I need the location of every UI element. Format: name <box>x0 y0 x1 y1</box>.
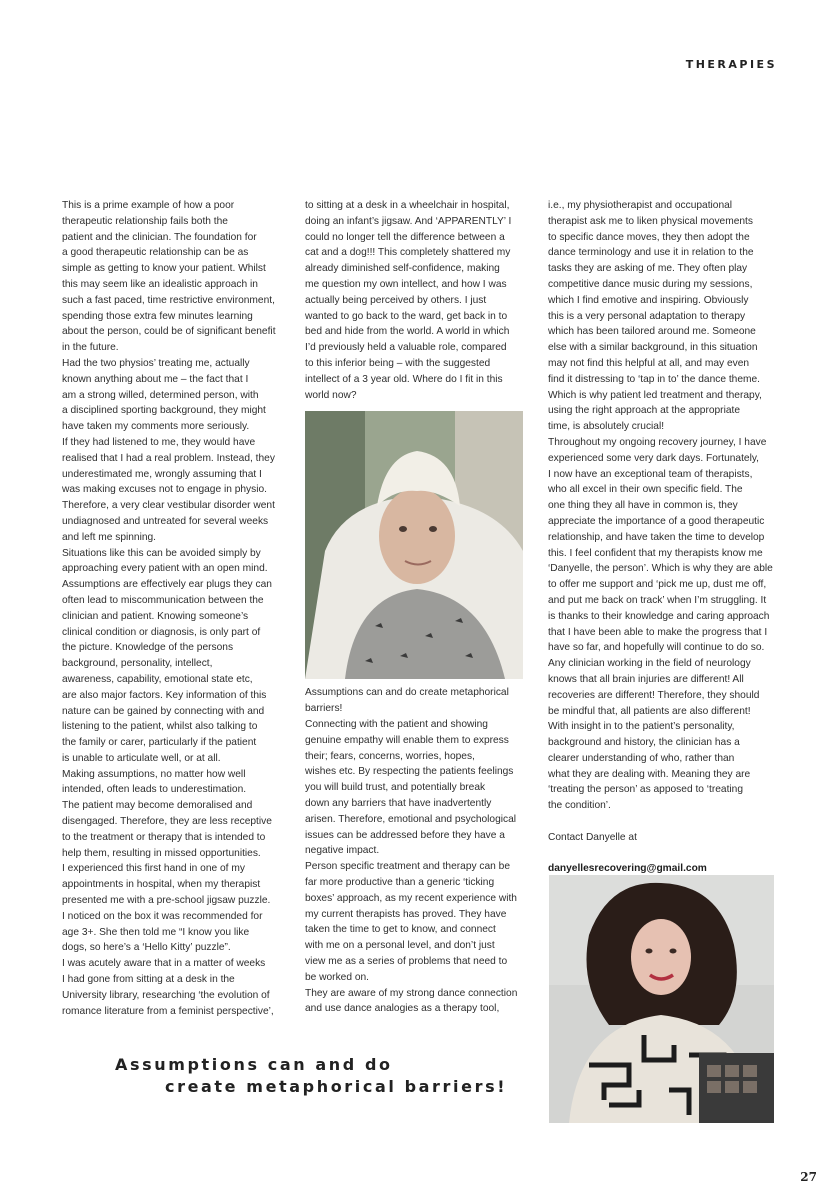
column-3-text: i.e., my physiotherapist and occupational therapist ask me to liken physical movements to specific dance moves, they then adopt the dance terminology and use it in relation to the tasks they are asking of me. They often play competitive dance music during my sessions, which I find emotive and inspiring. Obviously this is a very personal adaptation to therapy which has been tailored around me. Someone else with a similar background, in this situation may not find this helpful at all, and may even find it distressing to ‘tap in to’ the dance theme. Which is why patient led treatment and therapy, using the right approach at the appropriate time, is absolutely crucial! Throughout my ongoing recovery journey, I have experienced some very dark days. Fortunately, I now have an exceptional team of therapists, who all excel in their own specific field. The one thing they all have in common is, they appreciate the importance of a good therapeutic relationship, and have taken the time to develop this. I feel confident that my therapists know me ‘Danyelle, the person’. Which is why they are able to offer me support and ‘pick me up, dust me off, and put me back on track’ when I’m struggling. It is thanks to their knowledge and caring approach that I have been able to make the progress that I have so far, and hopefully will continue to do so. Any clinician working in the field of neurology knows that all brain injuries are different! All recoveries are different! Therefore, they should be mindful that, all patients are also different! With insight in to the patient’s personality, background and history, the clinician has a clearer understanding of who, rather than what they are dealing with. Meaning they are ‘treating the person’ as apposed to ‘treating the condition’. <box>548 200 773 812</box>
author-portrait-photo <box>549 875 774 1123</box>
article-column-2 <box>305 198 540 1017</box>
article-column-3 <box>548 198 783 877</box>
column-1-text: This is a prime example of how a poor therapeutic relationship fails both the patient and the clinician. The foundation for a good therapeutic relationship can be as simple as getting to know your patient. Whilst this may seem like an idealistic approach in such a fast paced, time restrictive environment, spending those extra few minutes learning about the person, could be of significant benefit in the future. Had the two physios’ treating me, actually known anything about me – the fact that I am a strong willed, determined person, with a disciplined sporting background, they might have taken my comments more seriously. If they had listened to me, they would have realised that I had a real problem. Instead, they underestimated me, wrongly assuming that I was making excuses not to engage in physio. Therefore, a very clear vestibular disorder went undiagnosed and untreated for several weeks and left me spinning. Situations like this can be avoided simply by approaching every patient with an open mind. Assumptions are effectively ear plugs they can often lead to miscommunication between the clinician and patient. Knowing someone’s clinical condition or diagnosis, is only part of the picture. Knowledge of the persons background, personality, intellect, awareness, capability, emotional state etc, are also major factors. Key information of this nature can be gained by connecting with and listening to the patient, whilst also talking to the family or carer, particularly if the patient is unable to articulate well, or at all. Making assumptions, no matter how well intended, often leads to underestimation. The patient may become demoralised and disengaged. Therefore, they are less receptive to the treatment or therapy that is intended to help them, resulting in missed opportunities. I experienced this first hand in one of my appointments in hospital, when my therapist presented me with a pre-school jigsaw puzzle. I noticed on the box it was recommended for age 3+. She then told me “I know you like dogs, so here’s a ‘Hello Kitty’ puzzle”. I was acutely aware that in a matter of weeks I had gone from sitting at a desk in the University library, researching ‘the evolution of romance literature from a feminist perspective’, <box>62 200 276 1017</box>
contact-block <box>548 814 783 877</box>
hospital-bed-photo <box>305 411 523 679</box>
contact-label: Contact Danyelle at <box>548 831 637 843</box>
section-label: THERAPIES <box>685 58 777 71</box>
column-2-text-top: to sitting at a desk in a wheelchair in hospital, doing an infant’s jigsaw. And ‘APPARENTLY’ I could no longer tell the difference between a cat and a dog!!! This completely shattered my already diminished self-confidence, making me question my own intellect, and how I was actually being perceived by others. I just wanted to go back to the ward, get back in to bed and hide from the world. A world in which I’d previously held a valuable role, compared to this inferior being – with the suggested intellect of a 3 year old. Where do I fit in this world now? <box>305 200 512 401</box>
pull-quote-line-1: Assumptions can and do <box>115 1055 393 1074</box>
contact-email[interactable]: danyellesrecovering@gmail.com <box>548 863 707 875</box>
column-2-text-bottom: Assumptions can and do create metaphorical barriers! Connecting with the patient and showing genuine empathy will enable them to express their; fears, concerns, worries, hopes, wishes etc. By respecting the patients feelings you will build trust, and potentially break down any barriers that have inadvertently arisen. Therefore, emotional and psychological issues can be addressed before they have a negative impact. Person specific treatment and therapy can be far more productive than a generic ‘ticking boxes’ approach, as my recent experience with my current therapists has proved. They have taken the time to get to know, and connect with me on a personal level, and don’t just view me as a series of problems that need to be worked on. They are aware of my strong dance connection and use dance analogies as a therapy tool, <box>305 687 518 1015</box>
article-column-1 <box>62 198 297 1019</box>
pull-quote <box>115 1054 507 1098</box>
pull-quote-line-2: create metaphorical barriers! <box>165 1077 508 1096</box>
page-number: 27 <box>800 1170 817 1184</box>
